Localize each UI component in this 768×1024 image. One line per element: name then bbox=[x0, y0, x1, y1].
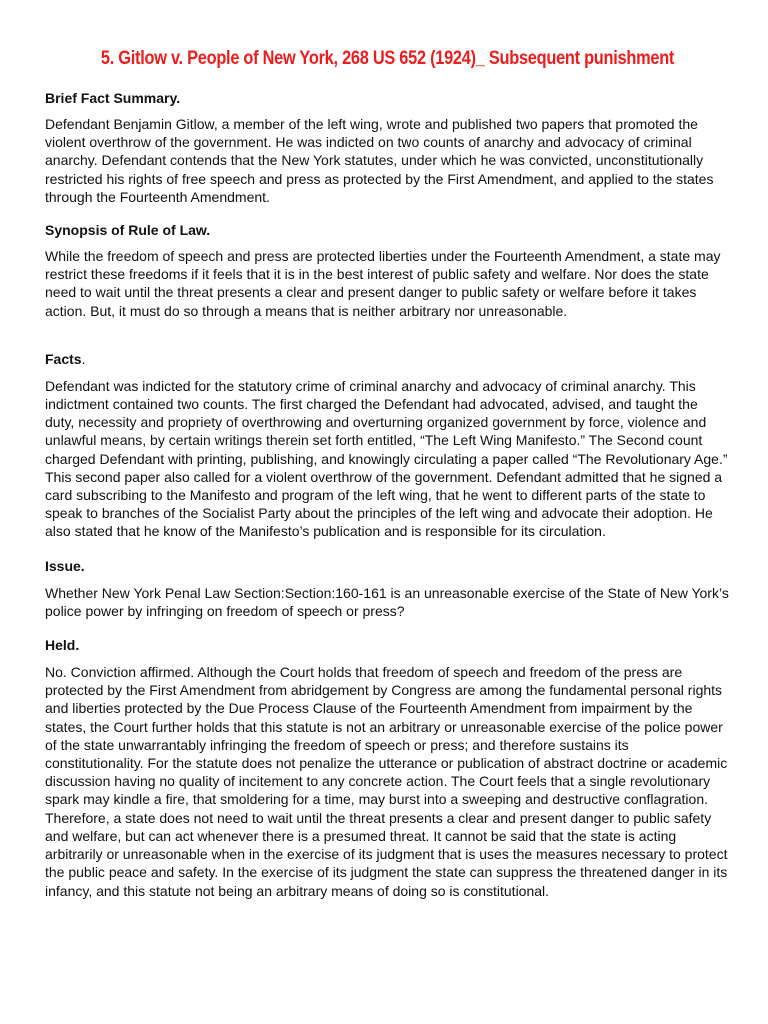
section-heading: Held. bbox=[45, 637, 80, 654]
section-heading: Synopsis of Rule of Law. bbox=[45, 222, 211, 239]
section-body: Whether New York Penal Law Section:Section:160-161 is an unreasonable exercise of the State of New York’s police power by infringing on freedom of speech or press? bbox=[45, 584, 729, 619]
section-body: Defendant was indicted for the statutory crime of criminal anarchy and advocacy of criminal anarchy. This indictment contained two counts. The first charged the Defendant had advocated, advised, and taught the duty, necessity and propriety of overthrowing and overturning organized government by force, violence and unlawful means, by certain writings therein set forth entitled, “The Left Wing Manifesto.” The Second count charged Defendant with printing, publishing, and knowingly circulating a paper called “The Revolutionary Age.” This second paper also called for a violent overthrow of the government. Defendant admitted that he signed a card subscribing to the Manifesto and program of the left wing, that he went to different parts of the state to speak to branches of the Socialist Party about the principles of the left wing and advocate their adoption. He also stated that he know of the Manifesto’s publication and is responsible for its circulation. bbox=[45, 377, 728, 540]
section-heading: Brief Fact Summary. bbox=[45, 90, 181, 106]
facts-heading-text: Facts bbox=[45, 350, 82, 367]
document-page bbox=[45, 0, 730, 900]
section-facts bbox=[45, 350, 730, 541]
section-body: Defendant Benjamin Gitlow, a member of the left wing, wrote and published two papers that promoted the violent overthrow of the government. He was indicted on two counts of anarchy and advocacy of criminal anarchy. Defendant contends that the New York statutes, under which he was convicted, unconstitutionally restricted his rights of free speech and press as protected by the First Amendment, and applied to the states through the Fourteenth Amendment. bbox=[45, 116, 714, 205]
section-issue bbox=[45, 557, 730, 620]
section-brief-fact-summary bbox=[45, 89, 730, 206]
section-heading: Issue. bbox=[45, 557, 85, 574]
section-synopsis-rule-of-law bbox=[45, 221, 730, 320]
document-title: 5. Gitlow v. People of New York, 268 US 652 (1924)_ Subsequent punishment bbox=[100, 48, 675, 69]
section-body: While the freedom of speech and press are protected liberties under the Fourteenth Amendment, a state may restrict these freedoms if it feels that it is in the best interest of public safety and welfare. Nor does the state need to wait until the threat presents a clear and present danger to public safety or welfare before it takes action. But, it must do so through a means that is neither arbitrary nor unreasonable. bbox=[45, 248, 721, 319]
section-body: No. Conviction affirmed. Although the Court holds that freedom of speech and freedom of the press are protected by the First Amendment from abridgement by Congress are among the fundamental personal rights and liberties protected by the Due Process Clause of the Fourteenth Amendment from impairment by the states, the Court further holds that this statute is not an arbitrary or unreasonable exercise of the police power of the state unwarrantably infringing the freedom of speech or press; and therefore sustains its constitutionality. For the statute does not penalize the utterance or publication of abstract doctrine or academic discussion having no quality of incitement to any concrete action. The Court feels that a single revolutionary spark may kindle a fire, that smoldering for a time, may burst into a sweeping and destructive conflagration. Therefore, a state does not need to wait until the threat presents a clear and present danger to public safety and welfare, but can act whenever there is a presumed threat. It cannot be said that the state is acting arbitrarily or unreasonable when in the exercise of its judgment that is uses the measures necessary to protect the public peace and safety. In the exercise of its judgment the state can suppress the threatened danger in its infancy, and this statute not being an arbitrary means of doing so is constitutional. bbox=[45, 664, 728, 899]
section-held bbox=[45, 636, 730, 900]
section-heading bbox=[45, 350, 730, 368]
facts-heading-period: . bbox=[81, 350, 86, 367]
